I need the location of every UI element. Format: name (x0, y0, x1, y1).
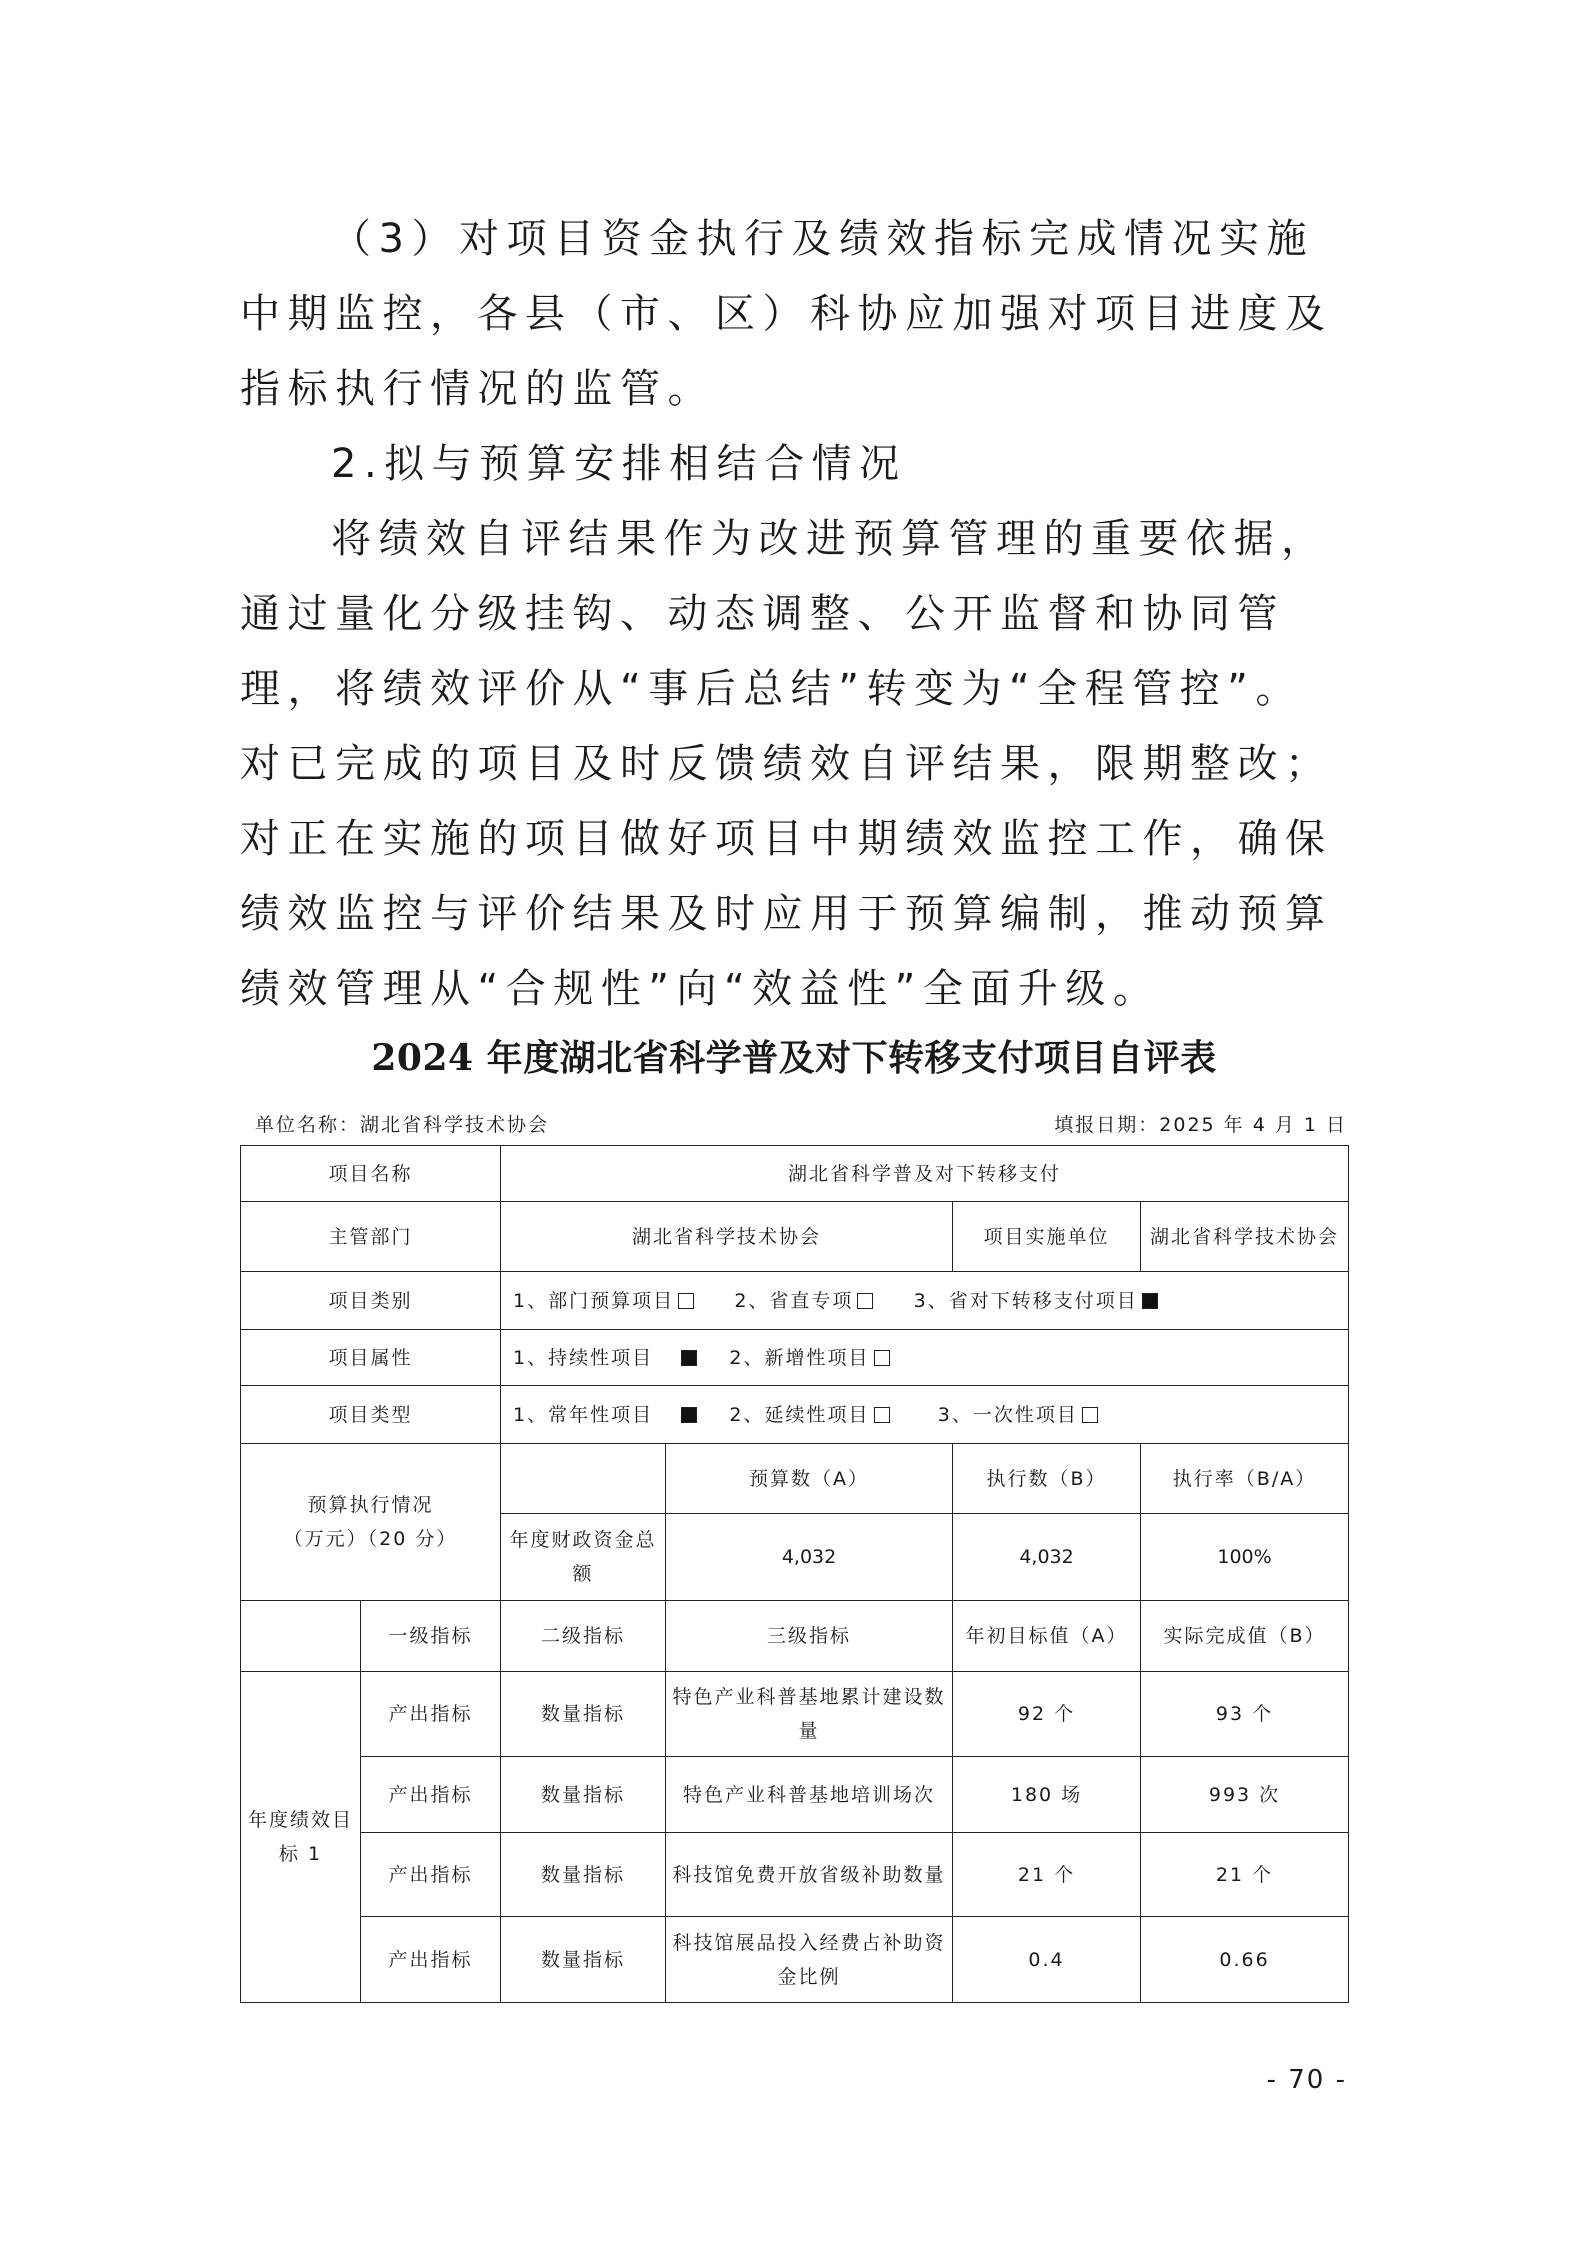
checkbox-icon (857, 1293, 873, 1309)
table-row (241, 1330, 1349, 1386)
project-name-value: 湖北省科学普及对下转移支付 (501, 1146, 1349, 1202)
table-row (241, 1272, 1349, 1330)
table-title: 2024 年度湖北省科学普及对下转移支付项目自评表 (371, 1037, 1217, 1079)
attribute-label: 项目属性 (241, 1330, 501, 1386)
empty-cell (501, 1444, 666, 1514)
budget-label (241, 1444, 501, 1601)
level1-cell: 产出指标 (361, 1917, 501, 2003)
budget-value: 4,032 (666, 1514, 953, 1601)
header-level3: 三级指标 (666, 1601, 953, 1672)
paragraph-monitoring: （3）对项目资金执行及绩效指标完成情况实施中期监控，各县（市、区）科协应加强对项目进度及指标执行情况的监管。 (240, 216, 1333, 412)
actual-cell: 993 次 (1141, 1757, 1349, 1833)
level3-cell: 特色产业科普基地累计建设数量 (666, 1672, 953, 1757)
table-row (241, 1444, 1349, 1514)
level2-cell: 数量指标 (501, 1757, 666, 1833)
level3-cell: 特色产业科普基地培训场次 (666, 1757, 953, 1833)
type-label: 项目类型 (241, 1386, 501, 1444)
level1-cell: 产出指标 (361, 1833, 501, 1917)
paragraph-budget-integration: 将绩效自评结果作为改进预算管理的重要依据，通过量化分级挂钩、动态调整、公开监督和协同管理，将绩效评价从“事后总结”转变为“全程管控”。对已完成的项目及时反馈绩效自评结果，限期整改；对正在实施的项目做好项目中期绩效监控工作，确保绩效监控与评价结果及时应用于预算编制，推动预算绩效管理从“合规性”向“效益性”全面升级。 (240, 516, 1333, 1012)
header-level1: 一级指标 (361, 1601, 501, 1672)
table-row (241, 1833, 1349, 1917)
exec-value: 4,032 (953, 1514, 1141, 1601)
actual-cell: 93 个 (1141, 1672, 1349, 1757)
checkbox-checked-icon (681, 1407, 697, 1423)
budget-col-b: 执行数（B） (953, 1444, 1141, 1514)
attribute-options (501, 1330, 1349, 1386)
category-option: 2、省直专项 (734, 1289, 854, 1312)
category-option: 3、省对下转移支付项目 (913, 1289, 1138, 1312)
target-cell: 0.4 (953, 1917, 1141, 2003)
target-cell: 180 场 (953, 1757, 1141, 1833)
type-option: 1、常年性项目 (513, 1403, 654, 1426)
level2-cell: 数量指标 (501, 1833, 666, 1917)
header-actual: 实际完成值（B） (1141, 1601, 1349, 1672)
impl-label: 项目实施单位 (953, 1202, 1141, 1272)
header-level2: 二级指标 (501, 1601, 666, 1672)
category-label: 项目类别 (241, 1272, 501, 1330)
category-options (501, 1272, 1349, 1330)
attribute-option: 2、新增性项目 (729, 1346, 870, 1369)
dept-value: 湖北省科学技术协会 (501, 1202, 953, 1272)
section-heading: 2.拟与预算安排相结合情况 (331, 441, 907, 487)
project-name-label: 项目名称 (241, 1146, 501, 1202)
empty-cell (241, 1601, 361, 1672)
checkbox-icon (874, 1350, 890, 1366)
checkbox-icon (1082, 1407, 1098, 1423)
budget-label-line2: （万元）（20 分） (283, 1528, 458, 1550)
checkbox-icon (874, 1407, 890, 1423)
target-cell: 92 个 (953, 1672, 1141, 1757)
budget-row-label: 年度财政资金总额 (501, 1514, 666, 1601)
table-row (241, 1202, 1349, 1272)
type-options (501, 1386, 1349, 1444)
actual-cell: 21 个 (1141, 1833, 1349, 1917)
table-row (241, 1672, 1349, 1757)
group-label: 年度绩效目标 1 (241, 1672, 361, 2003)
level1-cell: 产出指标 (361, 1672, 501, 1757)
checkbox-checked-icon (681, 1350, 697, 1366)
evaluation-table (240, 1145, 1349, 2003)
dept-label: 主管部门 (241, 1202, 501, 1272)
table-row (241, 1601, 1349, 1672)
table-row (241, 1386, 1349, 1444)
budget-label-line1: 预算执行情况 (307, 1494, 434, 1516)
level2-cell: 数量指标 (501, 1672, 666, 1757)
level3-cell: 科技馆展品投入经费占补助资金比例 (666, 1917, 953, 2003)
type-option: 2、延续性项目 (729, 1403, 870, 1426)
impl-value: 湖北省科学技术协会 (1141, 1202, 1349, 1272)
budget-col-a: 预算数（A） (666, 1444, 953, 1514)
budget-col-rate: 执行率（B/A） (1141, 1444, 1349, 1514)
actual-cell: 0.66 (1141, 1917, 1349, 2003)
level3-cell: 科技馆免费开放省级补助数量 (666, 1833, 953, 1917)
table-row (241, 1146, 1349, 1202)
header-target: 年初目标值（A） (953, 1601, 1141, 1672)
fill-date: 填报日期：2025 年 4 月 1 日 (1054, 1114, 1347, 1136)
type-option: 3、一次性项目 (937, 1403, 1078, 1426)
checkbox-checked-icon (1142, 1293, 1158, 1309)
page-number: - 70 - (1266, 2065, 1347, 2095)
unit-name: 单位名称：湖北省科学技术协会 (255, 1114, 550, 1136)
rate-value: 100% (1141, 1514, 1349, 1601)
table-row (241, 1917, 1349, 2003)
level2-cell: 数量指标 (501, 1917, 666, 2003)
target-cell: 21 个 (953, 1833, 1141, 1917)
category-option: 1、部门预算项目 (513, 1289, 675, 1312)
checkbox-icon (678, 1293, 694, 1309)
level1-cell: 产出指标 (361, 1757, 501, 1833)
table-row (241, 1757, 1349, 1833)
attribute-option: 1、持续性项目 (513, 1346, 654, 1369)
